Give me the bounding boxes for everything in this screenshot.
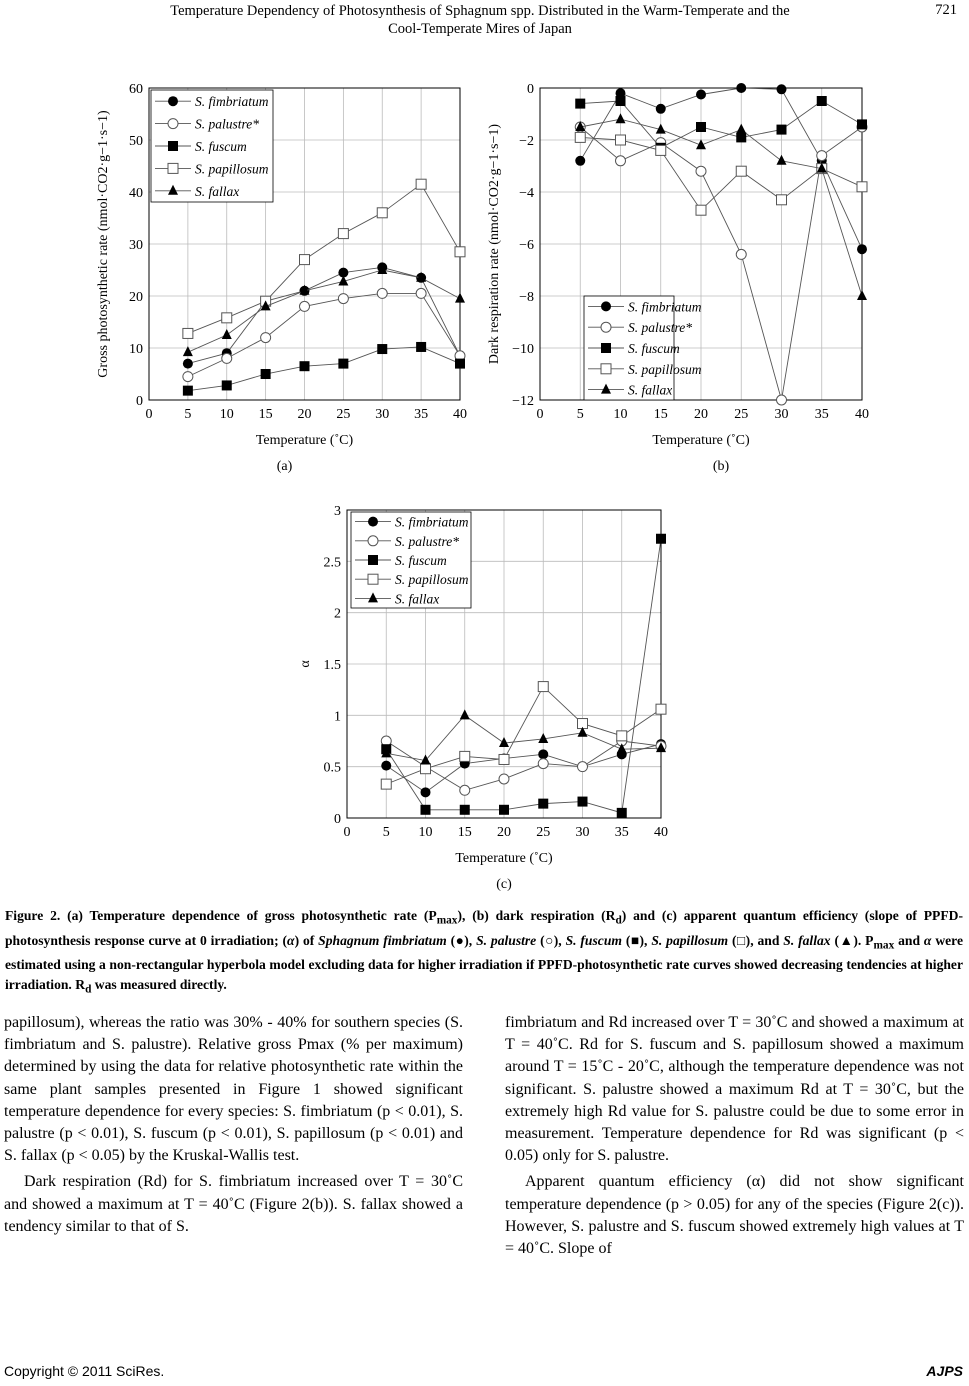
legend-marker (368, 536, 378, 546)
y-tick-label: −4 (519, 186, 534, 201)
x-tick-label: 40 (855, 407, 869, 422)
legend-marker (368, 574, 378, 584)
data-point (183, 386, 193, 396)
legend-label: S. fuscum (195, 139, 247, 154)
data-point (617, 808, 627, 818)
data-point (696, 122, 706, 132)
x-tick-label: 15 (258, 407, 273, 422)
data-point (338, 294, 348, 304)
body-paragraph: fimbriatum and Rd increased over T = 30˚C and showed a maximum at T = 40˚C. Rd for S. fuscum and S. papillosum showed a maximum around T = 15˚C - 20˚C, although the temperature dependence was not significant. S. palustre showed a maximum Rd at T = 30˚C, but the extremely high Rd value for S. palustre could be due to some error in measurement. Temperature dependence for Rd was significant (p < 0.05) only for S. palustre. (505, 1014, 964, 1165)
y-tick-label: 0.5 (323, 760, 341, 776)
caption-text: (a) Temperature dependence of gross photosynthetic rate (P (60, 908, 437, 923)
x-tick-label: 10 (219, 407, 234, 422)
legend-label: S. palustre* (628, 320, 692, 336)
caption-symbol: (○), (536, 932, 566, 948)
y-tick-label: 3 (334, 504, 341, 519)
data-point (377, 344, 387, 354)
data-point (696, 205, 706, 215)
body-paragraph: papillosum), whereas the ratio was 30% - 40% for southern species (S. fimbriatum and S. palustre). Relative gross Pmax (% per maximum) determined by using the data for relative photosynthetic rate within the same plant samples presented in Figure 1 showed significant temperature dependence for every species: S. fimbriatum (p < 0.01), S. palustre (p < 0.01), S. fuscum (p < 0.01), S. papillosum (p < 0.01) and S. fallax (p < 0.05) by the Kruskal-Wallis test. (4, 1014, 463, 1165)
data-point (578, 762, 588, 772)
y-tick-label: 60 (129, 82, 143, 97)
y-tick-label: 1.5 (323, 658, 341, 673)
caption-subscript: max (873, 939, 895, 952)
x-tick-label: 25 (336, 407, 351, 422)
caption-alpha: α (287, 932, 295, 948)
legend-label: S. palustre* (195, 116, 259, 132)
legend-label: S. papillosum (195, 161, 269, 177)
legend-label: S. fuscum (628, 341, 680, 356)
caption-species: S. palustre (476, 932, 537, 948)
data-point (183, 372, 193, 382)
legend-marker (168, 96, 178, 106)
y-axis-label: Gross photosynthetic rate (nmol·CO2·g−1·s−1) (96, 110, 111, 378)
y-tick-label: 30 (129, 238, 143, 253)
caption-figure-number: Figure 2. (5, 908, 61, 923)
y-tick-label: 50 (129, 134, 143, 149)
y-tick-label: −10 (512, 342, 534, 357)
legend-marker (168, 119, 178, 129)
data-point (499, 737, 509, 747)
caption-text: and (894, 932, 924, 948)
y-axis-label: Dark respiration rate (nmol·CO2·g−1·s−1) (487, 123, 502, 365)
data-point (222, 313, 232, 323)
data-point (857, 119, 867, 129)
data-point (377, 208, 387, 218)
data-point (736, 249, 746, 259)
chart-c-svg (291, 494, 678, 894)
x-tick-label: 15 (457, 825, 472, 840)
legend-marker (601, 343, 611, 353)
x-tick-label: 20 (694, 407, 708, 422)
data-point (416, 288, 426, 298)
x-tick-label: 0 (536, 407, 544, 422)
legend-label: S. fimbriatum (628, 299, 702, 315)
data-point (183, 328, 193, 338)
data-point (421, 805, 431, 815)
data-point (736, 83, 746, 93)
chart-a-svg (93, 70, 483, 475)
data-point (538, 759, 548, 769)
legend-label: S. fallax (195, 183, 240, 199)
x-tick-label: 25 (536, 825, 551, 840)
data-point (261, 369, 271, 379)
x-tick-label: 30 (375, 407, 390, 422)
data-point (616, 135, 626, 145)
data-point (416, 179, 426, 189)
legend-marker (168, 141, 178, 151)
data-point (777, 155, 787, 165)
caption-symbol: (■), (621, 932, 652, 948)
legend-label: S. papillosum (395, 572, 469, 588)
data-point (377, 288, 387, 298)
y-axis-label: α (298, 660, 313, 668)
caption-subscript: d (85, 984, 92, 997)
data-point (777, 195, 787, 205)
y-tick-label: −12 (512, 394, 534, 409)
header-title-line2: Cool-Temperate Mires of Japan (388, 21, 572, 37)
legend (151, 90, 273, 202)
caption-text: was measured directly. (91, 977, 227, 993)
x-tick-label: 10 (613, 407, 628, 422)
series-3 (381, 682, 666, 790)
legend-marker (368, 517, 378, 527)
data-point (857, 244, 867, 254)
x-tick-label: 5 (184, 407, 192, 422)
data-point (777, 125, 787, 135)
body-column-right (505, 1012, 964, 1264)
data-point (421, 764, 431, 774)
data-point (183, 359, 193, 369)
data-point (575, 99, 585, 109)
body-paragraph: Apparent quantum efficiency (α) did not show significant temperature dependence (p > 0.05) for any of the species (Figure 2(c)). However, S. palustre and S. fuscum showed extremely high values at T = 40˚C. Slope of (505, 1173, 964, 1258)
data-point (736, 124, 746, 134)
y-tick-label: 40 (129, 186, 143, 201)
legend-label: S. fimbriatum (195, 94, 269, 110)
y-tick-label: −6 (519, 238, 534, 253)
legend-label: S. fallax (395, 591, 440, 607)
y-tick-label: 20 (129, 290, 143, 305)
x-tick-label: 25 (734, 407, 749, 422)
figure-2b (484, 70, 876, 475)
data-point (617, 731, 627, 741)
data-point (857, 290, 867, 300)
caption-species: Sphagnum fimbriatum (318, 932, 447, 948)
legend-marker (601, 301, 611, 311)
panel-label: (c) (496, 877, 512, 892)
x-tick-label: 20 (297, 407, 312, 422)
figure-caption (5, 906, 963, 1000)
caption-alpha: α (923, 932, 932, 948)
data-point (575, 156, 585, 166)
legend-label: S. palustre* (395, 533, 459, 549)
data-point (616, 156, 626, 166)
caption-symbol: (▲). P (830, 932, 874, 948)
data-point (777, 84, 787, 94)
x-tick-label: 20 (497, 825, 511, 840)
x-tick-label: 30 (575, 825, 590, 840)
data-point (538, 799, 548, 809)
data-point (817, 96, 827, 106)
data-point (538, 749, 548, 759)
y-tick-label: 2 (334, 606, 341, 622)
data-point (381, 779, 391, 789)
data-point (222, 353, 232, 363)
data-point (696, 90, 706, 100)
caption-text: were estimated using a non-rectangular hyperbola model excluding data for higher irradiation if PPFD-photosynthetic rate curves showed decreasing tendencies at higher irradiation. R (5, 932, 963, 993)
figure-2c (291, 494, 678, 894)
x-tick-label: 5 (382, 825, 390, 840)
data-point (656, 145, 666, 155)
x-tick-label: 35 (414, 407, 429, 422)
data-point (300, 301, 310, 311)
x-axis-label: Temperature (˚C) (455, 851, 553, 866)
x-tick-label: 10 (418, 825, 433, 840)
legend-label: S. papillosum (628, 361, 702, 377)
legend-marker (601, 364, 611, 374)
y-tick-label: 0 (136, 394, 143, 409)
data-point (616, 113, 626, 123)
footer-copyright: Copyright © 2011 SciRes. (4, 1363, 165, 1379)
series-line (188, 184, 460, 333)
caption-species: S. fallax (783, 932, 831, 948)
data-point (455, 247, 465, 257)
chart-b-svg (484, 70, 876, 475)
data-point (817, 151, 827, 161)
legend-marker (601, 322, 611, 332)
caption-text: ) of (294, 932, 319, 948)
y-tick-label: −8 (519, 290, 534, 305)
legend-label: S. fallax (628, 382, 673, 398)
data-point (578, 797, 588, 807)
x-tick-label: 40 (654, 825, 668, 840)
data-point (499, 805, 509, 815)
data-point (222, 380, 232, 390)
data-point (736, 166, 746, 176)
data-point (696, 166, 706, 176)
y-tick-label: 2.5 (323, 555, 341, 571)
data-point (338, 229, 348, 239)
data-point (416, 342, 426, 352)
x-tick-label: 5 (576, 407, 584, 422)
figure-2a (93, 70, 483, 475)
data-point (499, 754, 509, 764)
x-tick-label: 15 (653, 407, 668, 422)
y-tick-label: 10 (129, 342, 143, 357)
data-point (460, 785, 470, 795)
data-point (656, 704, 666, 714)
data-point (575, 132, 585, 142)
x-axis-label: Temperature (˚C) (652, 433, 750, 448)
page-number: 721 (935, 2, 957, 18)
body-paragraph: Dark respiration (Rd) for S. fimbriatum increased over T = 30˚C and showed a maximum at T = 40˚C (Figure 2(b)). S. fallax showed a tendency similar to that of S. (4, 1173, 463, 1235)
series-3 (183, 179, 465, 338)
running-header (60, 2, 900, 38)
footer-journal: AJPS (926, 1363, 963, 1379)
x-tick-label: 35 (814, 407, 829, 422)
data-point (460, 805, 470, 815)
panel-label: (a) (276, 459, 293, 474)
panel-label: (b) (712, 459, 730, 474)
caption-symbol: (●), (446, 932, 477, 948)
data-point (538, 682, 548, 692)
data-point (460, 709, 470, 719)
data-point (222, 329, 232, 339)
data-point (777, 395, 787, 405)
data-point (421, 787, 431, 797)
data-point (736, 132, 746, 142)
caption-subscript: max (436, 914, 458, 927)
y-tick-label: 0 (334, 812, 341, 827)
legend-label: S. fuscum (395, 553, 447, 568)
data-point (300, 255, 310, 265)
caption-text: ), (b) dark respiration (R (457, 908, 616, 923)
caption-species: S. papillosum (651, 932, 729, 948)
caption-text: ) and (c) apparent quantum efficiency (slope of PPFD-photosynthesis response curve at 0 irradiation; ( (5, 908, 963, 948)
data-point (455, 359, 465, 369)
x-tick-label: 0 (145, 407, 153, 422)
x-axis-label: Temperature (˚C) (255, 433, 354, 448)
x-tick-label: 40 (453, 407, 467, 422)
x-tick-label: 30 (774, 407, 789, 422)
body-column-left (4, 1012, 463, 1242)
data-point (616, 96, 626, 106)
x-tick-label: 0 (343, 825, 351, 840)
data-point (300, 361, 310, 371)
data-point (455, 293, 465, 303)
y-tick-label: 1 (334, 709, 341, 725)
data-point (261, 333, 271, 343)
data-point (338, 359, 348, 369)
caption-species: S. fuscum (565, 932, 622, 948)
legend-marker (368, 555, 378, 565)
series-line (580, 119, 862, 296)
data-point (460, 751, 470, 761)
header-title-line1: Temperature Dependency of Photosynthesis of Sphagnum spp. Distributed in the Warm-Temperate and the (170, 3, 790, 19)
data-point (656, 104, 666, 114)
legend-marker (168, 163, 178, 173)
x-tick-label: 35 (614, 825, 629, 840)
legend (351, 512, 471, 608)
y-tick-label: 0 (527, 82, 534, 97)
data-point (499, 774, 509, 784)
caption-subscript: d (615, 914, 622, 927)
y-tick-label: −2 (519, 134, 534, 149)
caption-symbol: (□), and (728, 932, 784, 948)
data-point (381, 761, 391, 771)
data-point (857, 182, 867, 192)
data-point (656, 534, 666, 544)
legend-label: S. fimbriatum (395, 514, 469, 530)
